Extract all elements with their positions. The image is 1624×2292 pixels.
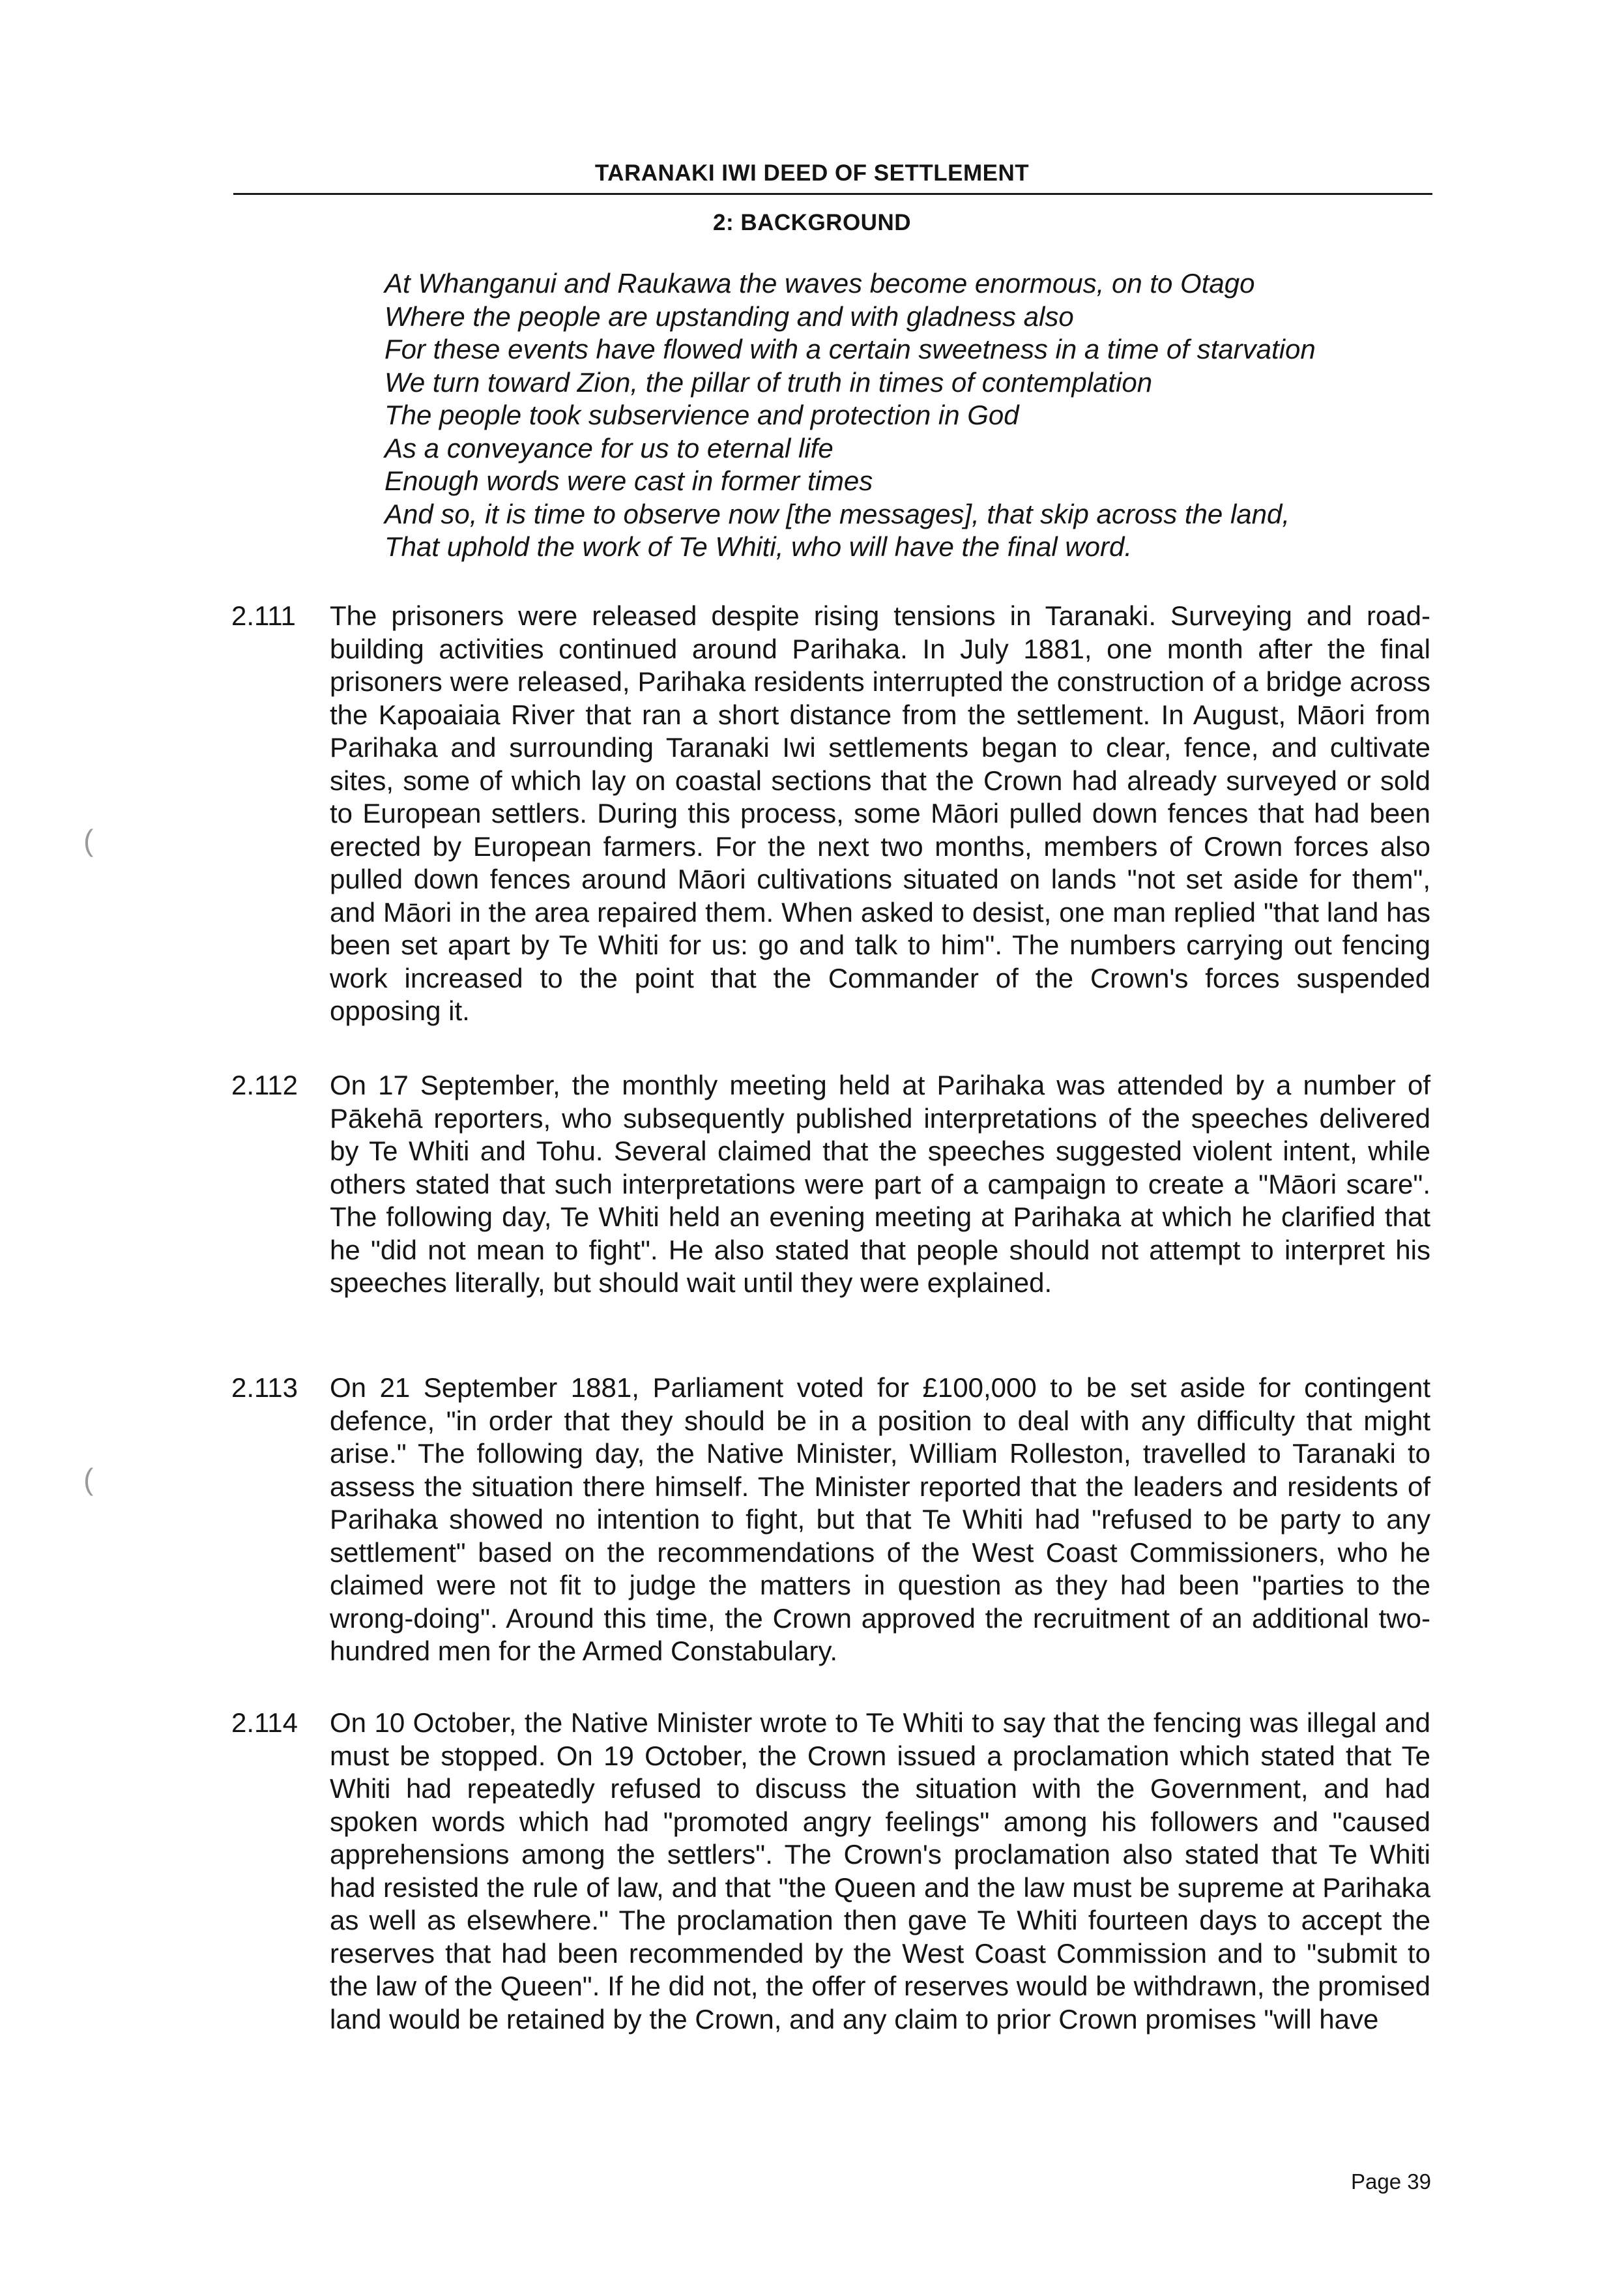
poem-line: We turn toward Zion, the pillar of truth in times of contemplation — [384, 366, 1153, 398]
header-rule — [233, 193, 1432, 195]
paragraph-2-111 — [231, 600, 1430, 1028]
paragraph-number: 2.111 — [231, 600, 296, 631]
paragraph-number: 2.112 — [231, 1070, 298, 1100]
poem-line: Where the people are upstanding and with gladness also — [384, 301, 1074, 332]
poem-line: Enough words were cast in former times — [384, 465, 873, 496]
document-header-title: TARANAKI IWI DEED OF SETTLEMENT — [594, 160, 1030, 186]
scan-margin-mark: ( — [83, 1462, 94, 1496]
poem-line: For these events have flowed with a certain sweetness in a time of starvation — [384, 334, 1316, 364]
poem-line: And so, it is time to observe now [the messages], that skip across the land, — [384, 498, 1290, 529]
paragraph-2-112 — [231, 1069, 1430, 1300]
paragraph-text: On 17 September, the monthly meeting held at Parihaka was attended by a number of Pākehā reporters, who subsequently published interpretations of the speeches delivered by Te Whiti and Tohu. Several claimed that the speeches suggested violent intent, while others stated that such interpretations were part of a campaign to create a "Māori scare". The following day, Te Whiti held an evening meeting at Parihaka at which he clarified that he "did not mean to fight". He also stated that people should not attempt to interpret his speeches literally, but should wait until they were explained. — [330, 1070, 1430, 1298]
paragraph-text: The prisoners were released despite rising tensions in Taranaki. Surveying and road-building activities continued around Parihaka. In July 1881, one month after the final prisoners were released, Parihaka residents interrupted the construction of a bridge across the Kapoaiaia River that ran a short distance from the settlement. In August, Māori from Parihaka and surrounding Taranaki Iwi settlements began to clear, fence, and cultivate sites, some of which lay on coastal sections that the Crown had already surveyed or sold to European settlers. During this process, some Māori pulled down fences that had been erected by European farmers. For the next two months, members of Crown forces also pulled down fences around Māori cultivations situated on lands "not set aside for them", and Māori in the area repaired them. When asked to desist, one man replied "that land has been set apart by Te Whiti for us: go and talk to him". The numbers carrying out fencing work increased to the point that the Commander of the Crown's forces suspended opposing it. — [330, 600, 1430, 1026]
section-title: 2: BACKGROUND — [713, 210, 911, 235]
poem-line: That uphold the work of Te Whiti, who will have the final word. — [384, 531, 1133, 562]
poem-line: As a conveyance for us to eternal life — [384, 432, 834, 463]
poem-line: The people took subservience and protection in God — [384, 400, 1019, 430]
paragraph-text: On 21 September 1881, Parliament voted for £100,000 to be set aside for contingent defence, "in order that they should be in a position to deal with any difficulty that might arise." The following day, the Native Minister, William Rolleston, travelled to Taranaki to assess the situation there himself. The Minister reported that the leaders and residents of Parihaka showed no intention to fight, but that Te Whiti had "refused to be party to any settlement" based on the recommendations of the West Coast Commissioners, who he claimed were not fit to judge the matters in question as they had been "parties to the wrong-doing". Around this time, the Crown approved the recruitment of an additional two-hundred men for the Armed Constabulary. — [330, 1372, 1430, 1666]
scan-margin-mark: ( — [83, 823, 94, 857]
poem-line: At Whanganui and Raukawa the waves become enormous, on to Otago — [384, 268, 1255, 299]
paragraph-2-114 — [231, 1707, 1430, 2036]
paragraph-number: 2.114 — [231, 1707, 298, 1738]
paragraph-2-113 — [231, 1372, 1430, 1668]
paragraph-text: On 10 October, the Native Minister wrote to Te Whiti to say that the fencing was illegal and must be stopped. On 19 October, the Crown issued a proclamation which stated that Te Whiti had repeatedly refused to discuss the situation with the Government, and had spoken words which had "promoted angry feelings" among his followers and "caused apprehensions among the settlers". The Crown's proclamation also stated that Te Whiti had resisted the rule of law, and that "the Queen and the law must be supreme at Parihaka as well as elsewhere." The proclamation then gave Te Whiti fourteen days to accept the reserves that had been recommended by the West Coast Commission and to "submit to the law of the Queen". If he did not, the offer of reserves would be withdrawn, the promised land would be retained by the Crown, and any claim to prior Crown promises "will have — [330, 1707, 1430, 2035]
page-number: Page 39 — [1351, 2169, 1431, 2194]
paragraph-number: 2.113 — [231, 1372, 298, 1403]
poem-quote — [384, 267, 1492, 564]
